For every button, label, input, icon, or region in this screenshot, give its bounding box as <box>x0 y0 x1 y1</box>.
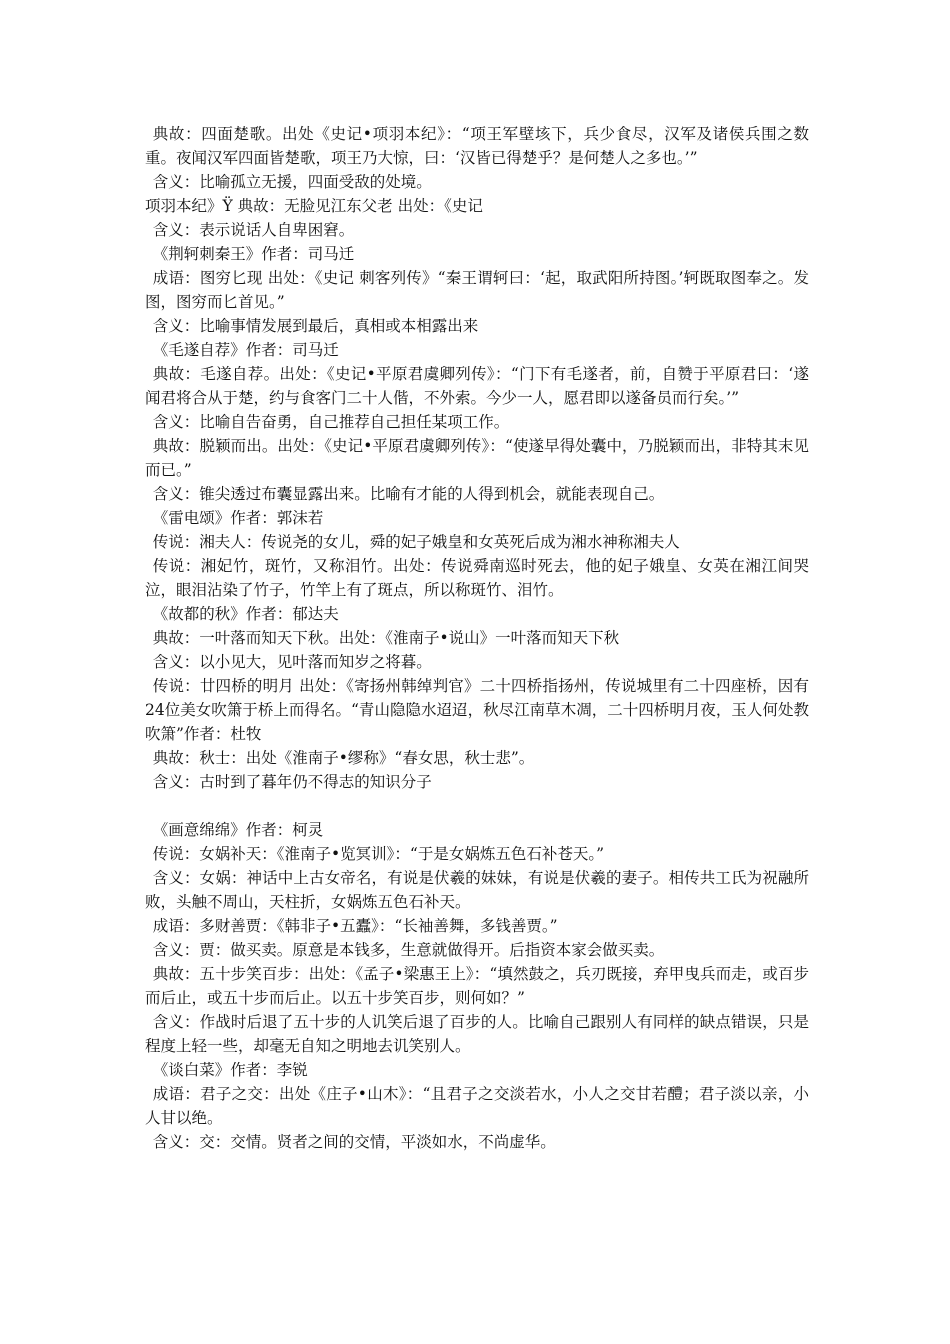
paragraph: 传说：湘妃竹，斑竹，又称泪竹。出处：传说舜南巡时死去，他的妃子娥皇、女英在湘江间哭泣，眼泪沾染了竹子，竹竿上有了斑点，所以称斑竹、泪竹。 <box>145 557 809 599</box>
blank-line <box>145 794 809 818</box>
section-heading: 《画意绵绵》作者：柯灵 <box>152 821 324 839</box>
paragraph: 含义：比喻事情发展到最后，真相或本相露出来 <box>152 317 479 335</box>
paragraph: 成语：多财善贾：《韩非子•五蠹》：“长袖善舞，多钱善贾。” <box>152 917 558 935</box>
paragraph: 传说：湘夫人：传说尧的女儿，舜的妃子娥皇和女英死后成为湘水神称湘夫人 <box>152 533 680 551</box>
paragraph: 含义：古时到了暮年仍不得志的知识分子 <box>152 773 432 791</box>
paragraph: 含义：作战时后退了五十步的人讥笑后退了百步的人。比喻自己跟别人有同样的缺点错误，只是程度上轻一些，却毫无自知之明地去讥笑别人。 <box>145 1013 809 1055</box>
paragraph: 含义：交：交情。贤者之间的交情，平淡如水，不尚虚华。 <box>152 1133 556 1151</box>
paragraph: 项羽本纪》Ÿ 典故：无脸见江东父老 出处：《史记 <box>145 197 483 215</box>
paragraph: 含义：贾：做买卖。原意是本钱多，生意就做得开。后指资本家会做买卖。 <box>152 941 665 959</box>
paragraph: 典故：五十步笑百步：出处：《孟子•梁惠王上》：“填然鼓之，兵刃既接，弃甲曳兵而走，或百步而后止，或五十步而后止。以五十步笑百步，则何如？” <box>145 965 809 1007</box>
paragraph: 成语：君子之交：出处《庄子•山木》：“且君子之交淡若水，小人之交甘若醴；君子淡以亲，小人甘以绝。 <box>145 1085 809 1127</box>
paragraph: 成语：图穷匕现 出处：《史记 刺客列传》“秦王谓轲曰：‘起，取武阳所持图。’轲既取图奉之。发图，图穷而匕首见。” <box>145 269 809 311</box>
section-heading: 《谈白菜》作者：李锐 <box>152 1061 308 1079</box>
section-heading: 《故都的秋》作者：郁达夫 <box>152 605 339 623</box>
paragraph: 含义：表示说话人自卑困窘。 <box>152 221 355 239</box>
section-heading: 《荆轲刺秦王》作者：司马迁 <box>152 245 355 263</box>
paragraph: 典故：秋士：出处《淮南子•缪称》“春女思，秋士悲”。 <box>152 749 535 767</box>
paragraph: 传说：廿四桥的明月 出处：《寄扬州韩绰判官》二十四桥指扬州，传说城里有二十四座桥，因有24位美女吹箫于桥上而得名。“青山隐隐水迢迢，秋尽江南草木凋，二十四桥明月夜，玉人何处教吹箫”作者：杜牧 <box>145 677 809 743</box>
paragraph: 含义：比喻孤立无援，四面受敌的处境。 <box>152 173 432 191</box>
section-heading: 《毛遂自荐》作者：司马迁 <box>152 341 339 359</box>
section-heading: 《雷电颂》作者：郭沫若 <box>152 509 324 527</box>
paragraph: 典故：脱颖而出。出处：《史记•平原君虞卿列传》：“使遂早得处囊中，乃脱颖而出，非特其末见而已。” <box>145 437 809 479</box>
paragraph: 传说：女娲补天：《淮南子•览冥训》：“于是女娲炼五色石补苍天。” <box>152 845 604 863</box>
paragraph: 典故：四面楚歌。出处《史记•项羽本纪》：“项王军壁垓下，兵少食尽，汉军及诸侯兵围之数重。夜闻汉军四面皆楚歌，项王乃大惊，曰：‘汉皆已得楚乎？是何楚人之多也。’” <box>145 125 809 167</box>
paragraph: 含义：比喻自告奋勇，自己推荐自己担任某项工作。 <box>152 413 510 431</box>
document-page <box>145 122 809 1154</box>
paragraph: 典故：一叶落而知天下秋。出处：《淮南子•说山》一叶落而知天下秋 <box>152 629 620 647</box>
paragraph: 典故：毛遂自荐。出处：《史记•平原君虞卿列传》：“门下有毛遂者，前，自赞于平原君曰：‘遂闻君将合从于楚，约与食客门二十人偕，不外索。今少一人，愿君即以遂备员而行矣。’” <box>145 365 809 407</box>
paragraph: 含义：以小见大，见叶落而知岁之将暮。 <box>152 653 432 671</box>
paragraph: 含义：锥尖透过布囊显露出来。比喻有才能的人得到机会，就能表现自己。 <box>152 485 665 503</box>
paragraph: 含义：女娲：神话中上古女帝名，有说是伏羲的妹妹，有说是伏羲的妻子。相传共工氏为祝融所败，头触不周山，天柱折，女娲炼五色石补天。 <box>145 869 809 911</box>
